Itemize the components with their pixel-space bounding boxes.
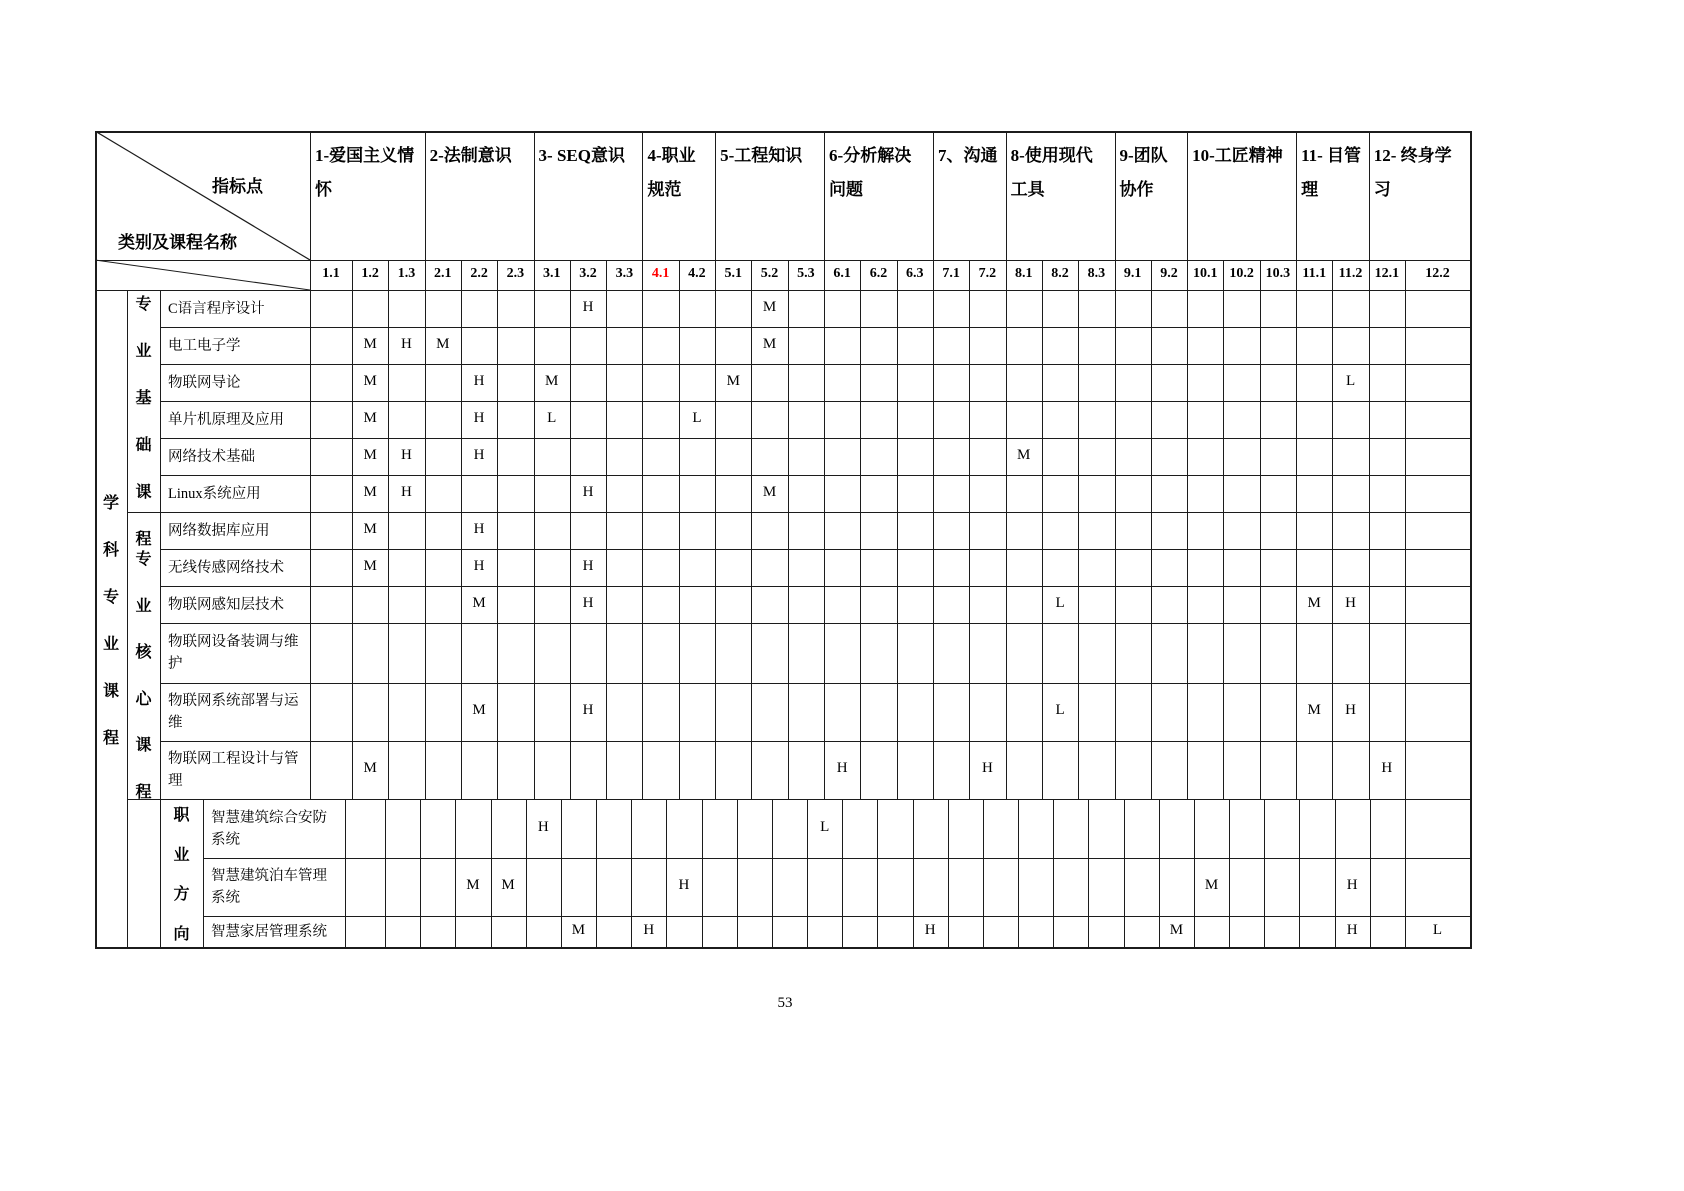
course-name: 无线传感网络技术 [168, 559, 284, 576]
group-col-line [1296, 131, 1297, 799]
indicator-sub-header: 12.2 [1425, 266, 1450, 281]
indicator-sub-header: 1.2 [361, 266, 379, 281]
subcol-line-bottom [772, 799, 773, 947]
group-col-line [1115, 131, 1116, 799]
group-col-line [1187, 131, 1188, 799]
indicator-sub-header: 6.1 [833, 266, 851, 281]
group-col-line [715, 131, 716, 799]
indicator-sub-header: 8.1 [1014, 266, 1033, 281]
indicator-sub-header: 10.2 [1229, 266, 1254, 281]
indicator-sub-header: 4.2 [688, 266, 706, 281]
indicator-group-header: 1-爱国主义情怀 [315, 146, 415, 199]
support-level-mark: H [473, 372, 485, 389]
support-level-mark: H [582, 298, 594, 315]
course-name: 物联网设备装调与维护 [168, 634, 299, 672]
row-line [160, 683, 1470, 684]
group-col-line [425, 131, 426, 799]
subcol-line-bottom [491, 799, 492, 947]
indicator-group-header: 5-工程知识 [720, 146, 803, 165]
support-level-mark: L [547, 409, 557, 426]
subcol-line-bottom [737, 799, 738, 947]
indicator-sub-header: 12.1 [1374, 266, 1400, 281]
support-level-mark: H [401, 446, 412, 463]
subcol-line-bottom [1370, 799, 1371, 947]
indicator-sub-header: 2.2 [470, 266, 488, 281]
support-level-mark: M [363, 335, 377, 352]
subcol-line-bottom [1124, 799, 1125, 947]
support-level-mark: M [363, 557, 377, 574]
row-line [160, 586, 1470, 587]
row-line [127, 512, 1470, 513]
indicator-group-header: 11- 目管理 [1301, 146, 1362, 199]
support-level-mark: L [1055, 594, 1065, 611]
indicator-sub-header: 9.2 [1160, 266, 1178, 281]
indicator-sub-header: 7.2 [978, 266, 997, 281]
subcol-line-bottom [948, 799, 949, 947]
support-level-mark: L [692, 409, 702, 426]
support-level-mark: H [582, 483, 594, 500]
subcol-line-bottom [420, 799, 421, 947]
support-level-mark: M [363, 372, 377, 389]
support-level-mark: M [501, 877, 515, 893]
category-label-direction: 职 业 方 向 [173, 807, 190, 943]
subcol-line-bottom [1299, 799, 1300, 947]
subcol-line-bottom [1264, 799, 1265, 947]
group-col-line [933, 131, 934, 799]
support-level-mark: M [472, 594, 486, 611]
support-level-mark: H [473, 520, 485, 537]
indicator-group-header: 2-法制意识 [429, 146, 512, 165]
indicator-group-header: 3- SEQ意识 [538, 146, 625, 165]
row-line [160, 549, 1470, 550]
subcol-line [1260, 260, 1261, 799]
indicator-sub-header: 10.1 [1193, 266, 1218, 281]
subcol-line-bottom [666, 799, 667, 947]
support-level-mark: H [401, 335, 412, 352]
support-level-mark: M [363, 520, 377, 537]
indicator-group-header: 6-分析解决问题 [829, 146, 912, 199]
course-name: C语言程序设计 [168, 300, 265, 317]
support-level-mark: M [726, 372, 740, 389]
course-name: 智慧建筑综合安防系统 [211, 809, 327, 848]
page-number: 53 [777, 995, 793, 1011]
subcol-line [1405, 260, 1406, 799]
course-name: 物联网工程设计与管理 [168, 751, 299, 789]
indicator-sub-header: 3.2 [579, 266, 597, 281]
support-level-mark: L [820, 818, 830, 835]
table-border-right [1470, 131, 1472, 949]
indicator-sub-header: 10.3 [1265, 266, 1291, 281]
support-level-mark: M [363, 760, 377, 776]
indicator-sub-header: 8.3 [1087, 266, 1106, 281]
indicator-group-header: 9-团队协作 [1119, 146, 1168, 199]
row-line [203, 858, 1470, 859]
support-level-mark: H [1346, 921, 1358, 938]
subcol-line-bottom [877, 799, 878, 947]
col-line-direction [203, 799, 204, 947]
corner-label-category-course: 类别及课程名称 [118, 233, 237, 252]
support-level-mark: M [466, 877, 480, 893]
indicator-sub-header: 2.3 [506, 266, 525, 281]
support-level-mark: M [1017, 446, 1031, 463]
subcol-line [788, 260, 789, 799]
support-level-mark: H [473, 409, 485, 426]
indicator-sub-header: 6.3 [906, 266, 924, 281]
indicator-sub-header: 1.1 [322, 266, 340, 281]
support-level-mark: M [762, 335, 777, 352]
support-level-mark: H [537, 818, 549, 835]
support-level-mark: L [1055, 702, 1065, 718]
support-level-mark: H [582, 594, 594, 611]
course-name: 物联网系统部署与运维 [168, 693, 299, 731]
indicator-sub-header: 5.2 [760, 266, 779, 281]
subcol-line-bottom [983, 799, 984, 947]
indicator-sub-header: 2.1 [434, 266, 452, 281]
col-line-coursename-bottom [345, 799, 346, 947]
support-level-mark: H [473, 557, 485, 574]
subcol-line-bottom [1088, 799, 1089, 947]
support-level-mark: M [571, 921, 586, 938]
indicator-sub-header: 9.1 [1123, 266, 1142, 281]
support-level-mark: H [582, 702, 594, 718]
indicator-group-header: 8-使用现代工具 [1010, 146, 1093, 199]
indicator-sub-header: 4.1 [651, 266, 670, 281]
row-line [160, 475, 1470, 476]
subcol-line-bottom [1018, 799, 1019, 947]
col-line-coursename [310, 131, 311, 799]
support-level-mark: M [472, 702, 486, 718]
support-level-mark: M [1307, 702, 1321, 718]
subcol-line [897, 260, 898, 799]
support-level-mark: M [363, 483, 377, 500]
category-label-section: 专 业 基 础 课 程 [135, 295, 152, 548]
support-level-mark: H [473, 446, 485, 463]
course-name: 物联网感知层技术 [168, 596, 284, 613]
support-level-mark: H [401, 483, 412, 500]
table-border-bottom [95, 947, 1472, 949]
row-line [160, 327, 1470, 328]
category-label-discipline-courses: 学 科 专 业 课 程 [102, 494, 119, 747]
course-name: 智慧建筑泊车管理系统 [211, 868, 327, 906]
group-col-line [1369, 131, 1370, 799]
support-level-mark: M [363, 409, 377, 426]
indicator-sub-header: 6.2 [869, 266, 888, 281]
support-level-mark: L [1345, 372, 1356, 389]
course-name: 网络技术基础 [168, 448, 255, 465]
support-level-mark: H [836, 760, 848, 776]
subcol-line [497, 260, 498, 799]
subcol-line-bottom [596, 799, 597, 947]
support-level-mark: L [1432, 921, 1443, 938]
category-label-section: 专 业 核 心 课 程 [135, 551, 152, 801]
support-level-mark: H [1345, 594, 1356, 611]
indicator-group-header: 4-职业规范 [647, 146, 696, 199]
row-line [203, 916, 1470, 917]
corner-diagonal-lines [95, 131, 310, 290]
subcol-line-bottom [702, 799, 703, 947]
course-name: 物联网导论 [168, 374, 241, 391]
subcol-line [969, 260, 970, 799]
indicator-sub-header: 8.2 [1051, 266, 1069, 281]
indicator-sub-header: 7.1 [942, 266, 960, 281]
support-level-mark: H [643, 921, 655, 938]
group-col-line [642, 131, 643, 799]
support-level-mark: H [1381, 760, 1393, 776]
row-line [160, 741, 1470, 742]
subcol-line [1151, 260, 1152, 799]
course-name: 网络数据库应用 [168, 522, 270, 539]
subcol-line [860, 260, 861, 799]
support-level-mark: H [678, 877, 690, 893]
row-line [160, 438, 1470, 439]
row-line [160, 401, 1470, 402]
indicator-sub-header: 11.1 [1302, 266, 1327, 281]
support-level-mark: M [762, 298, 777, 315]
support-level-mark: H [981, 760, 993, 776]
subcol-line-bottom [1194, 799, 1195, 947]
indicator-sub-header: 5.1 [724, 266, 742, 281]
group-col-line [824, 131, 825, 799]
subcol-line [1078, 260, 1079, 799]
indicator-sub-header: 11.2 [1338, 266, 1363, 281]
indicator-sub-header: 3.3 [615, 266, 634, 281]
indicator-group-header: 12- 终身学习 [1373, 146, 1452, 199]
row-line [160, 623, 1470, 624]
indicator-sub-header: 1.3 [397, 266, 416, 281]
support-level-mark: M [363, 446, 377, 463]
subcol-line-bottom [385, 799, 386, 947]
course-name: 单片机原理及应用 [168, 411, 284, 428]
corner-label-indicator-point: 指标点 [212, 177, 263, 196]
subcol-line-bottom [842, 799, 843, 947]
course-name: Linux系统应用 [168, 485, 261, 502]
support-level-mark: M [545, 372, 559, 389]
indicator-group-header: 7、沟通 [937, 146, 998, 165]
group-col-line [534, 131, 535, 799]
row-line [160, 364, 1470, 365]
support-level-mark: M [762, 483, 777, 500]
subcol-line [1223, 260, 1224, 799]
support-level-mark: M [1169, 921, 1184, 938]
support-level-mark: M [1307, 594, 1321, 611]
subcol-line [679, 260, 680, 799]
subcol-line-bottom [455, 799, 456, 947]
course-name: 电工电子学 [168, 337, 241, 354]
subcol-line-bottom [1229, 799, 1230, 947]
support-level-mark: M [436, 335, 450, 352]
support-level-mark: M [1204, 877, 1219, 893]
support-level-mark: H [582, 557, 594, 574]
support-level-mark: H [924, 921, 936, 938]
course-name: 智慧家居管理系统 [211, 923, 327, 940]
subcol-line-bottom [1053, 799, 1054, 947]
subcol-line [606, 260, 607, 799]
indicator-sub-header: 3.1 [542, 266, 561, 281]
support-level-mark: H [1345, 702, 1356, 718]
support-level-mark: H [1346, 877, 1358, 893]
indicator-group-header: 10-工匠精神 [1192, 146, 1283, 165]
indicator-sub-header: 5.3 [797, 266, 815, 281]
